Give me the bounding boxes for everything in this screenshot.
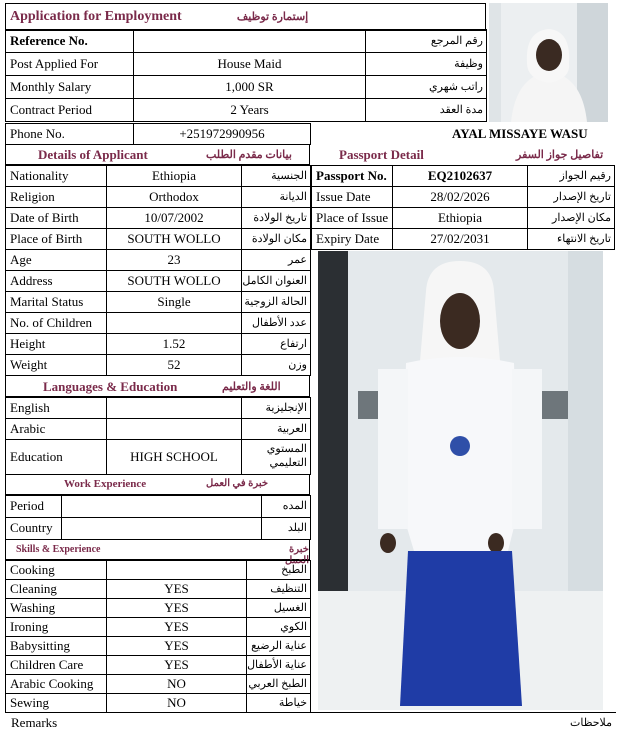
skill-label-ar: الطبخ العربي bbox=[247, 675, 311, 694]
details-row bbox=[6, 208, 311, 229]
passport-value: 27/02/2031 bbox=[393, 229, 528, 250]
passport-value: 28/02/2026 bbox=[393, 187, 528, 208]
job-label-ar: راتب شهري bbox=[366, 76, 487, 99]
work-label: Country bbox=[6, 518, 62, 540]
phone-value: +251972990956 bbox=[134, 124, 311, 145]
skills-table bbox=[5, 560, 311, 713]
details-label: Weight bbox=[6, 355, 107, 376]
details-row bbox=[6, 292, 311, 313]
skill-row bbox=[6, 675, 311, 694]
skill-value: NO bbox=[107, 675, 247, 694]
details-value: 1.52 bbox=[107, 334, 242, 355]
language-row bbox=[6, 419, 311, 440]
language-value bbox=[107, 398, 242, 419]
skill-value: YES bbox=[107, 656, 247, 675]
details-label: Height bbox=[6, 334, 107, 355]
skill-value: YES bbox=[107, 580, 247, 599]
skill-label: Children Care bbox=[6, 656, 107, 675]
details-label-ar: العنوان الكامل bbox=[242, 271, 311, 292]
language-label: English bbox=[6, 398, 107, 419]
skill-row bbox=[6, 694, 311, 713]
job-label: Monthly Salary bbox=[6, 76, 134, 99]
work-table bbox=[5, 495, 311, 540]
details-row bbox=[6, 313, 311, 334]
details-label: Marital Status bbox=[6, 292, 107, 313]
passport-label: Place of Issue bbox=[312, 208, 393, 229]
details-row bbox=[6, 166, 311, 187]
skill-label: Babysitting bbox=[6, 637, 107, 656]
remarks-label: Remarks bbox=[11, 715, 58, 730]
skill-label: Ironing bbox=[6, 618, 107, 637]
job-info-table bbox=[5, 29, 487, 122]
full-body-photo bbox=[318, 251, 603, 710]
work-label: Period bbox=[6, 496, 62, 518]
details-label: Age bbox=[6, 250, 107, 271]
education-label-ar-line1: المستوي bbox=[266, 443, 307, 456]
details-value bbox=[107, 313, 242, 334]
details-label: Religion bbox=[6, 187, 107, 208]
skill-row bbox=[6, 599, 311, 618]
skill-row bbox=[6, 637, 311, 656]
education-label-ar-line2: التعليمي bbox=[269, 457, 307, 469]
details-title-ar: بيانات مقدم الطلب bbox=[206, 149, 292, 161]
remarks-label-ar: ملاحظات bbox=[570, 717, 612, 729]
skill-label-ar: عناية الرضيع bbox=[247, 637, 311, 656]
skill-label: Cooking bbox=[6, 561, 107, 580]
job-label-ar: وظيفة bbox=[366, 53, 487, 76]
details-value: 52 bbox=[107, 355, 242, 376]
skill-value bbox=[107, 561, 247, 580]
phone-label: Phone No. bbox=[6, 124, 134, 145]
skill-value: YES bbox=[107, 618, 247, 637]
details-row bbox=[6, 355, 311, 376]
portrait-photo-small bbox=[489, 3, 608, 122]
job-row bbox=[6, 30, 487, 53]
details-row bbox=[6, 229, 311, 250]
education-label: Education bbox=[6, 440, 107, 475]
skill-label: Sewing bbox=[6, 694, 107, 713]
passport-row bbox=[312, 187, 615, 208]
language-label-ar: الإنجليزية bbox=[242, 398, 311, 419]
job-label: Reference No. bbox=[6, 30, 134, 53]
skill-label-ar: الكوي bbox=[247, 618, 311, 637]
skill-row bbox=[6, 561, 311, 580]
header-table bbox=[5, 3, 486, 31]
details-label: Nationality bbox=[6, 166, 107, 187]
skill-label: Cleaning bbox=[6, 580, 107, 599]
details-label-ar: الحالة الزوجية bbox=[242, 292, 311, 313]
education-row bbox=[6, 440, 311, 475]
job-value: House Maid bbox=[134, 53, 366, 76]
job-row bbox=[6, 76, 487, 99]
passport-label: Expiry Date bbox=[312, 229, 393, 250]
details-label-ar: تاريخ الولادة bbox=[242, 208, 311, 229]
passport-title bbox=[311, 144, 614, 165]
details-value: 23 bbox=[107, 250, 242, 271]
language-row bbox=[6, 398, 311, 419]
passport-row bbox=[312, 229, 615, 250]
details-value: Single bbox=[107, 292, 242, 313]
skill-label: Arabic Cooking bbox=[6, 675, 107, 694]
details-label-ar: عدد الأطفال bbox=[242, 313, 311, 334]
languages-table bbox=[5, 397, 311, 475]
skill-value: NO bbox=[107, 694, 247, 713]
remarks-row bbox=[5, 712, 616, 732]
job-value: 1,000 SR bbox=[134, 76, 366, 99]
languages-title-ar: اللغة والتعليم bbox=[222, 381, 281, 393]
passport-label: Passport No. bbox=[312, 166, 393, 187]
details-title-en: Details of Applicant bbox=[38, 147, 148, 162]
skills-title-ar: خبرة العمل bbox=[284, 544, 309, 566]
skill-label-ar: التنظيف bbox=[247, 580, 311, 599]
details-label-ar: وزن bbox=[242, 355, 311, 376]
skill-row bbox=[6, 618, 311, 637]
work-row bbox=[6, 496, 311, 518]
details-label: Place of Birth bbox=[6, 229, 107, 250]
skills-title bbox=[5, 539, 310, 566]
job-label: Contract Period bbox=[6, 99, 134, 122]
work-row bbox=[6, 518, 311, 540]
details-label-ar: الديانة bbox=[242, 187, 311, 208]
details-label: Date of Birth bbox=[6, 208, 107, 229]
passport-row bbox=[312, 208, 615, 229]
details-label-ar: الجنسية bbox=[242, 166, 311, 187]
skill-label-ar: الغسيل bbox=[247, 599, 311, 618]
passport-title-en: Passport Detail bbox=[339, 147, 424, 162]
work-label-ar: المده bbox=[262, 496, 311, 518]
language-value bbox=[107, 419, 242, 440]
work-value bbox=[62, 518, 262, 540]
work-title-en: Work Experience bbox=[64, 478, 147, 490]
job-row bbox=[6, 53, 487, 76]
details-value: SOUTH WOLLO bbox=[107, 229, 242, 250]
education-value: HIGH SCHOOL bbox=[107, 440, 242, 475]
header-cell bbox=[6, 4, 486, 31]
title-en: Application for Employment bbox=[10, 9, 182, 25]
passport-label-ar: تاريخ الإصدار bbox=[528, 187, 615, 208]
skill-row bbox=[6, 656, 311, 675]
job-label: Post Applied For bbox=[6, 53, 134, 76]
education-label-ar bbox=[242, 440, 311, 475]
languages-title-en: Languages & Education bbox=[43, 379, 178, 394]
job-value: 2 Years bbox=[134, 99, 366, 122]
passport-label-ar: مكان الإصدار bbox=[528, 208, 615, 229]
applicant-name: AYAL MISSAYE WASU bbox=[452, 126, 588, 141]
language-label: Arabic bbox=[6, 419, 107, 440]
job-row bbox=[6, 99, 487, 122]
skill-label-ar: خياطة bbox=[247, 694, 311, 713]
details-table bbox=[5, 165, 311, 376]
skill-value: YES bbox=[107, 599, 247, 618]
passport-label-ar: تاريخ الانتهاء bbox=[528, 229, 615, 250]
details-label: Address bbox=[6, 271, 107, 292]
details-label: No. of Children bbox=[6, 313, 107, 334]
passport-row bbox=[312, 166, 615, 187]
details-row bbox=[6, 271, 311, 292]
details-label-ar: مكان الولادة bbox=[242, 229, 311, 250]
skill-value: YES bbox=[107, 637, 247, 656]
job-label-ar: رقم المرجع bbox=[366, 30, 487, 53]
skills-title-en: Skills & Experience bbox=[16, 544, 101, 555]
details-row bbox=[6, 187, 311, 208]
passport-value: EQ2102637 bbox=[393, 166, 528, 187]
skill-label: Washing bbox=[6, 599, 107, 618]
work-label-ar: البلد bbox=[262, 518, 311, 540]
skill-row bbox=[6, 580, 311, 599]
skill-label-ar: الطبخ bbox=[247, 561, 311, 580]
portrait-small-graphic bbox=[489, 3, 608, 122]
details-value: Ethiopia bbox=[107, 166, 242, 187]
details-row bbox=[6, 250, 311, 271]
details-value: Orthodox bbox=[107, 187, 242, 208]
details-row bbox=[6, 334, 311, 355]
details-label-ar: عمر bbox=[242, 250, 311, 271]
work-title bbox=[5, 474, 310, 495]
passport-label: Issue Date bbox=[312, 187, 393, 208]
details-label-ar: ارتفاع bbox=[242, 334, 311, 355]
passport-title-ar: تفاصيل جواز السفر bbox=[516, 149, 604, 161]
full-body-graphic bbox=[318, 251, 603, 710]
job-value bbox=[134, 30, 366, 53]
language-label-ar: العربية bbox=[242, 419, 311, 440]
details-title bbox=[5, 144, 310, 165]
details-value: SOUTH WOLLO bbox=[107, 271, 242, 292]
work-title-ar: خبرة في العمل bbox=[206, 478, 269, 489]
details-value: 10/07/2002 bbox=[107, 208, 242, 229]
passport-value: Ethiopia bbox=[393, 208, 528, 229]
skill-label-ar: عناية الأطفال bbox=[247, 656, 311, 675]
job-label-ar: مدة العقد bbox=[366, 99, 487, 122]
passport-table bbox=[311, 165, 615, 250]
title-ar: إستمارة توظيف bbox=[236, 11, 309, 24]
phone-table bbox=[5, 123, 311, 145]
passport-label-ar: رقيم الجواز bbox=[528, 166, 615, 187]
languages-title bbox=[5, 375, 310, 397]
work-value bbox=[62, 496, 262, 518]
